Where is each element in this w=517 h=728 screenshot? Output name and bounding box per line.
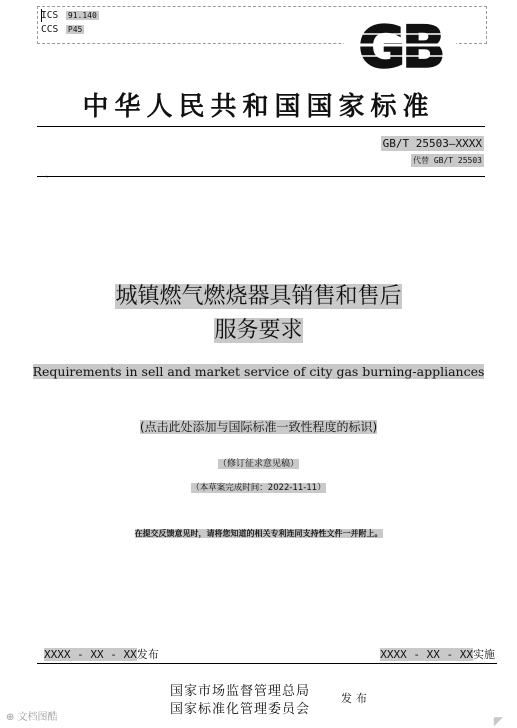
gb-logo-text: GB — [358, 14, 442, 76]
divider-top — [37, 126, 485, 127]
stray-tick-mark: ` — [45, 176, 50, 186]
english-title[interactable]: Requirements in sell and market service of city gas burning-appliances — [32, 364, 485, 379]
ics-line[interactable] — [41, 10, 99, 22]
english-title-row — [0, 364, 517, 379]
title-line-1-row — [0, 282, 517, 312]
consistency-placeholder[interactable]: (点击此处添加与国际标准一致性程度的标识) — [139, 420, 378, 434]
publish-date-value: XXXX - XX - XX — [44, 648, 137, 661]
gb-logo — [344, 14, 456, 76]
publish-date[interactable] — [44, 646, 159, 662]
replaces-note[interactable]: 代替 GB/T 25503 — [413, 156, 482, 165]
draft-status-row — [0, 456, 517, 469]
ccs-label: CCS — [41, 24, 59, 35]
divider-second — [37, 176, 485, 177]
watermark: ⊕ 文档图酷 — [6, 712, 58, 723]
completion-time[interactable]: （本草案完成时间：2022-11-11） — [191, 483, 326, 493]
standard-number[interactable]: GB/T 25503—XXXX — [382, 137, 482, 150]
ics-label: ICS — [41, 10, 59, 21]
divider-bottom — [37, 663, 497, 664]
draft-status[interactable]: （修订征求意见稿） — [217, 459, 299, 469]
consistency-row — [0, 418, 517, 435]
implement-label: 实施 — [473, 648, 495, 661]
publish-label: 发布 — [136, 648, 159, 661]
standard-category-title: 中华人民共和国国家标准 — [82, 92, 435, 122]
implement-date-value: XXXX - XX - XX — [380, 648, 473, 661]
issue-label: 发布 — [341, 692, 371, 705]
issuer-line-2: 国家标准化管理委员会 — [170, 702, 311, 717]
ccs-code: P45 — [67, 25, 83, 34]
ccs-line[interactable] — [41, 24, 84, 36]
corner-mark-icon: ◤ — [493, 714, 503, 728]
implement-date[interactable] — [380, 646, 495, 662]
issuer-line-1: 国家市场监督管理总局 — [170, 684, 311, 699]
document-title-line-1[interactable]: 城镇燃气燃烧器具销售和售后 — [115, 284, 402, 309]
completion-row — [0, 481, 517, 493]
ics-code: 91.140 — [67, 11, 97, 20]
patent-note-row — [0, 528, 517, 539]
title-line-2-row — [0, 316, 517, 346]
patent-note[interactable]: 在提交反馈意见时，请将您知道的相关专利连同支持性文件一并附上。 — [134, 529, 383, 538]
document-title-line-2[interactable]: 服务要求 — [214, 318, 303, 343]
